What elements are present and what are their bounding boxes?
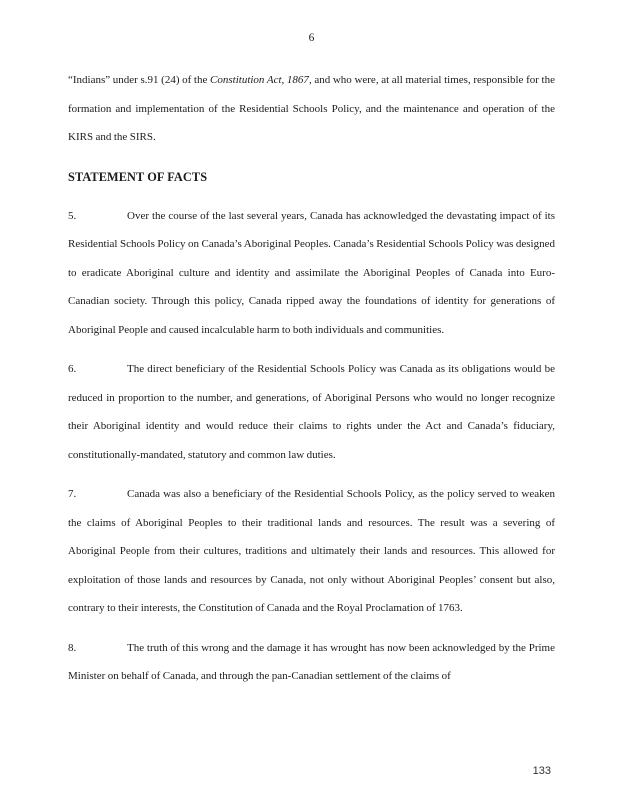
numbered-paragraph-6 (68, 355, 555, 469)
page-number-top: 6 (308, 32, 315, 44)
continuation-paragraph (68, 66, 555, 152)
numbered-paragraph-5 (68, 202, 555, 345)
numbered-paragraph-8 (68, 634, 555, 691)
paragraph-text: Canada was also a beneficiary of the Residential Schools Policy, as the policy served to weaken the claims of Aboriginal Peoples to their traditional lands and resources. The result was a severing of Aboriginal People from their cultures, traditions and ultimately their lands and resources. This allowed for exploitation of those lands and resources by Canada, not only without Aboriginal Peoples’ consent but also, contrary to their interests, the Constitution of Canada and the Royal Proclamation of 1763. (68, 488, 555, 614)
paragraph-text: Over the course of the last several years, Canada has acknowledged the devastating impact of its Residential Schools Policy on Canada’s Aboriginal Peoples. Canada’s Residential Schools Policy was designed to eradicate Aboriginal culture and identity and assimilate the Aboriginal Peoples of Canada into Euro-Canadian society. Through this policy, Canada ripped away the foundations of identity for generations of Aboriginal People and caused incalculable harm to both individuals and communities. (68, 209, 555, 336)
numbered-paragraph-7 (68, 480, 555, 623)
paragraph-text: The truth of this wrong and the damage it has wrought has now been acknowledged by the Prime Minister on behalf of Canada, and through the pan-Canadian settlement of the claims of (68, 641, 555, 682)
section-heading-statement-of-facts: STATEMENT OF FACTS (68, 169, 208, 184)
continuation-paragraph-text-end: , and who were, at all material times, responsible for the formation and implementation of the Residential Schools Policy, and the maintenance and operation of the KIRS and the SIRS. (68, 74, 555, 143)
paragraph-number: 5. (68, 209, 77, 222)
continuation-paragraph-text-start: “Indians” under s.91 (24) of the (68, 74, 211, 86)
paragraph-number: 8. (68, 641, 77, 654)
statute-citation: Constitution Act, 1867 (210, 74, 309, 86)
paragraph-number: 7. (68, 488, 77, 500)
page-number-footer-stamp: 133 (532, 765, 551, 777)
paragraph-number: 6. (68, 363, 77, 375)
paragraph-text: The direct beneficiary of the Residential Schools Policy was Canada as its obligations would be reduced in proportion to the number, and generations, of Aboriginal Persons who would no longer recognize their Aboriginal identity and would reduce their claims to rights under the Act and Canada’s fiduciary, constitutionally-mandated, statutory and common law duties. (68, 363, 555, 461)
